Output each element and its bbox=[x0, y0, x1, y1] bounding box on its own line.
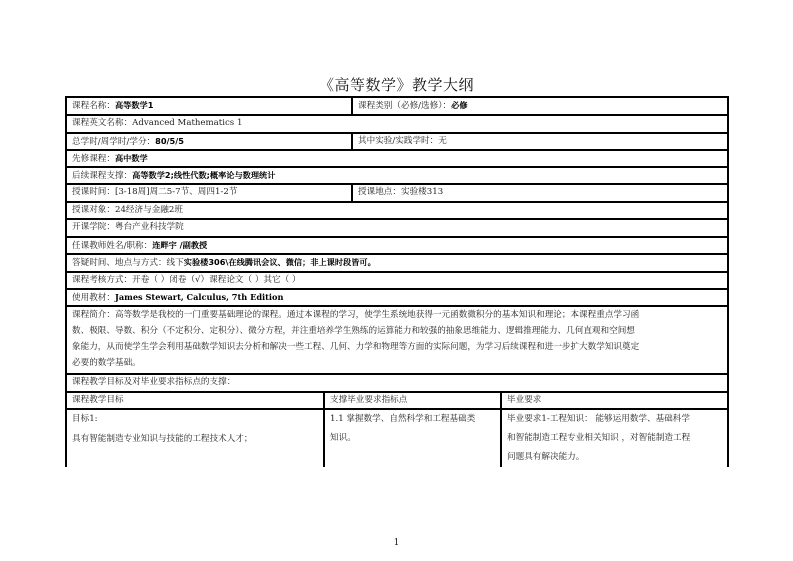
document-title: 《高等数学》教学大纲 bbox=[318, 76, 474, 94]
course-type-value: 必修 bbox=[451, 100, 468, 110]
header-requirement: 毕业要求 bbox=[507, 395, 542, 405]
location-label: 授课地点： bbox=[358, 187, 401, 197]
assessment-value: 开卷（ ）闭卷（√）课程论文（ ）其它（ ） bbox=[132, 275, 301, 285]
intro-line: 数、极限、导数、积分（不定积分、定积分）、微分方程，并注重培养学生熟练的运算能力和较强的抽象思维能力、逻辑推理能力、几何直观和空间想 bbox=[72, 326, 635, 336]
course-name-value: 高等数学1 bbox=[114, 100, 154, 110]
indicator-line: 1.1 掌握数学、自然科学和工程基础类 bbox=[330, 414, 476, 424]
header-course-goal: 课程教学目标 bbox=[72, 395, 124, 405]
hours-label: 总学时/周学时/学分： bbox=[72, 137, 156, 147]
page-number: 1 bbox=[393, 538, 400, 548]
lab-hours-cell bbox=[352, 133, 727, 149]
goal-title: 目标1: bbox=[72, 414, 98, 424]
college-value: 粤台产业科技学院 bbox=[114, 222, 184, 232]
hours-cell bbox=[66, 133, 351, 150]
objectives-heading: 课程教学目标及对毕业要求指标点的支撑： bbox=[72, 377, 236, 387]
course-type-label: 课程类别（必修/选修）： bbox=[358, 101, 452, 111]
college-cell bbox=[66, 219, 726, 235]
teacher-cell bbox=[66, 237, 726, 254]
college-label: 开课学院： bbox=[72, 222, 115, 232]
office-hours-cell bbox=[66, 254, 726, 271]
lab-hours-label: 其中实验/实践学时： bbox=[358, 136, 439, 146]
follow-up-label: 后续课程支撑： bbox=[72, 171, 133, 181]
requirement-line: 毕业要求1-工程知识： 能够运用数学、基础科学 bbox=[507, 414, 690, 424]
prerequisite-value: 高中数学 bbox=[114, 153, 148, 163]
teacher-label: 任课教师姓名/职称： bbox=[72, 241, 153, 251]
assessment-cell bbox=[66, 272, 726, 288]
schedule-cell bbox=[66, 184, 351, 200]
audience-value: 24经济与金融2班 bbox=[114, 205, 183, 215]
course-type-cell bbox=[352, 97, 727, 114]
schedule-label: 授课时间： bbox=[72, 187, 115, 197]
lab-hours-value: 无 bbox=[438, 136, 447, 146]
requirement-line: 问题具有解决能力。 bbox=[507, 452, 585, 462]
hours-value: 80/5/5 bbox=[155, 136, 184, 146]
assessment-label: 课程考核方式： bbox=[72, 275, 133, 285]
requirement-line: 和智能制造工程专业相关知识 ，对智能制造工程 bbox=[507, 433, 691, 443]
course-intro bbox=[66, 306, 727, 373]
english-name-cell bbox=[66, 115, 726, 131]
intro-line: 课程简介：高等数学是我校的一门重要基础理论的课程。通过本课程的学习，使学生系统地获得一元函数微积分的基本知识和理论；本课程重点学习函 bbox=[72, 310, 640, 320]
course-name-cell bbox=[66, 97, 351, 114]
audience-label: 授课对象： bbox=[72, 205, 115, 215]
table-border bbox=[727, 96, 729, 467]
audience-cell bbox=[66, 202, 726, 218]
intro-line: 象能力，从而使学生学会利用基础数学知识去分析和解决一些工程、几何、力学和物理等方面的实际问题，为学习后续课程和进一步扩大数学知识奠定 bbox=[72, 342, 640, 352]
intro-line: 必要的数学基础。 bbox=[72, 358, 141, 368]
follow-up-cell bbox=[66, 167, 726, 184]
teacher-value: 连畔宇 /副教授 bbox=[152, 240, 208, 250]
follow-up-value: 高等数学2;线性代数;概率论与数理统计 bbox=[132, 170, 276, 180]
course-name-label: 课程名称： bbox=[72, 101, 115, 111]
row-divider bbox=[65, 408, 729, 410]
english-name-value: Advanced Mathematics 1 bbox=[132, 118, 243, 128]
textbook-cell bbox=[66, 289, 726, 306]
prerequisite-label: 先修课程： bbox=[72, 154, 115, 164]
prerequisite-cell bbox=[66, 150, 726, 167]
office-hours-label: 答疑时间、地点与方式： bbox=[72, 258, 167, 268]
header-indicator: 支撑毕业要求指标点 bbox=[330, 395, 408, 405]
schedule-value: [3-18周]周二5-7节、周四1-2节 bbox=[114, 187, 238, 197]
textbook-value: James Stewart, Calculus, 7th Edition bbox=[114, 292, 284, 302]
english-name-label: 课程英文名称： bbox=[72, 118, 133, 128]
location-value: 实验楼313 bbox=[400, 187, 444, 197]
office-hours-value: 实验楼306\在线腾讯会议、微信；非上课时段皆可。 bbox=[183, 257, 376, 267]
office-hours-prefix: 线下 bbox=[166, 258, 184, 268]
location-cell bbox=[352, 184, 727, 200]
goal-text: 具有智能制造专业知识与技能的工程技术人才； bbox=[72, 434, 253, 444]
indicator-line: 知识。 bbox=[330, 433, 356, 443]
textbook-label: 使用教材： bbox=[72, 293, 115, 303]
